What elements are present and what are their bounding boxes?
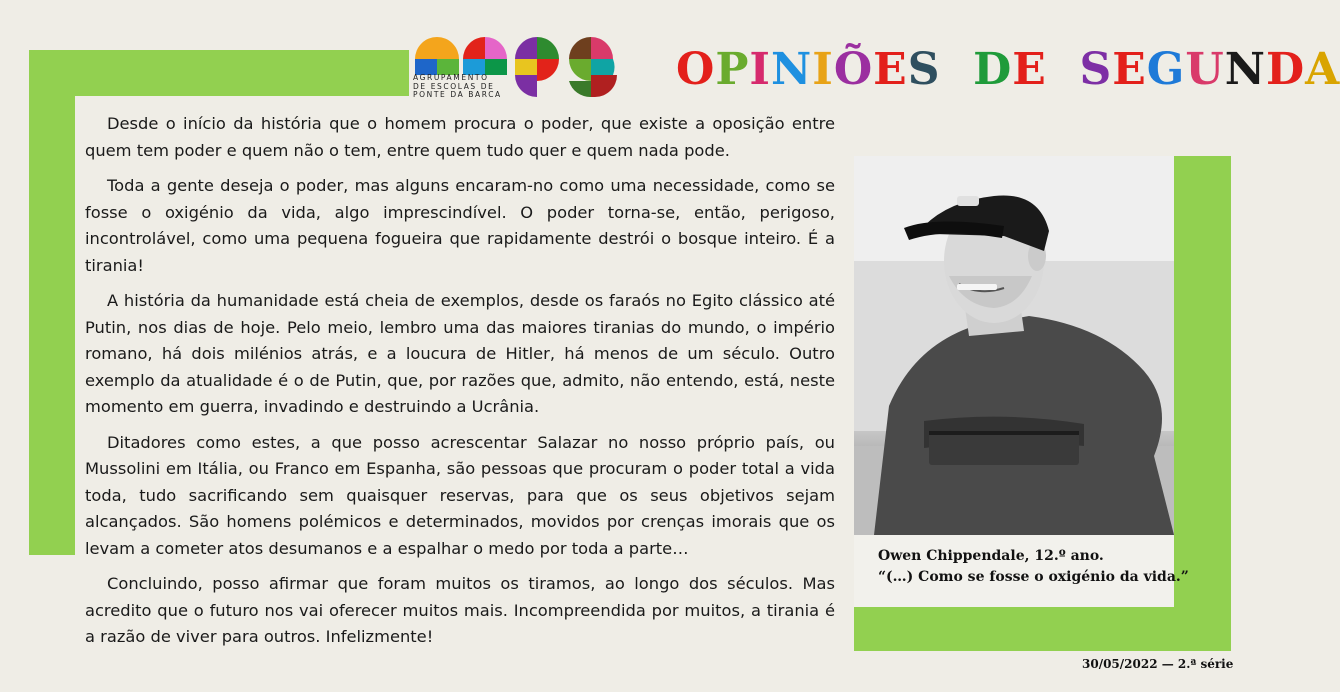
logo-text <box>413 74 513 100</box>
article-body <box>85 111 835 660</box>
title-letter: E <box>1112 44 1147 95</box>
article-paragraph: A história da humanidade está cheia de exemplos, desde os faraós no Egito clássico até Putin, nos dias de hoje. Pelo meio, lembro uma das maiores tiranias do mundo, o império romano, há dois milénios atrás, e a loucura de Hitler, há menos de um século. Outro exemplo da atualidade é o de Putin, que, por razões que, admito, não entendo, está, neste momento em guerra, invadindo e destruindo a Ucrânia. <box>85 291 835 416</box>
title-letter: A <box>1305 44 1340 95</box>
title-letter: S <box>907 44 941 95</box>
title-letter: D <box>973 44 1013 95</box>
title-letter: P <box>715 44 750 95</box>
title-letter: E <box>873 44 908 95</box>
student-photo <box>854 156 1174 535</box>
title-letter <box>940 44 973 95</box>
title-letter: I <box>812 44 834 95</box>
page-title <box>676 44 1340 95</box>
caption-quote: “(…) Como se fosse o oxigénio da vida.” <box>878 569 1189 585</box>
title-letter: O <box>676 44 716 95</box>
title-letter: Õ <box>833 44 874 95</box>
title-letter: G <box>1146 44 1186 95</box>
title-letter: U <box>1185 44 1225 95</box>
article-paragraph: Concluindo, posso afirmar que foram muitos os tiramos, ao longo dos séculos. Mas acredito que o futuro nos vai oferecer muitos mais. Incompreendida por muitos, a tirania é a razão de viver para outros. Infelizmente! <box>85 574 835 646</box>
logo-line-3: PONTE DA BARCA <box>413 90 502 99</box>
article-paragraph: Desde o início da história que o homem procura o poder, que existe a oposição entre quem tem poder e quem não o tem, entre quem tudo quer e quem nada pode. <box>85 114 835 160</box>
date-series: 30/05/2022 — 2.ª série <box>1082 657 1234 671</box>
title-letter: I <box>749 44 772 95</box>
green-frame-top <box>29 50 409 96</box>
title-letter: E <box>1012 44 1047 95</box>
article-paragraph: Toda a gente deseja o poder, mas alguns encaram-no como uma necessidade, como se fosse o oxigénio da vida, algo imprescindível. O poder torna-se, então, perigoso, incontrolável, como uma pequena fogueira que rapidamente destrói o bosque inteiro. É a tirania! <box>85 176 835 275</box>
title-letter <box>1047 44 1080 95</box>
article-paragraph: Ditadores como estes, a que posso acrescentar Salazar no nosso próprio país, ou Mussolini em Itália, ou Franco em Espanha, são pessoas que procuram o poder total a vida toda, tudo sacrificando sem quaisquer reservas, para que os seus objetivos sejam alcançados. São homens polémicos e determinados, movidos por crenças imorais que os levam a cometer atos desumanos e a espalhar o medo por toda a parte… <box>85 432 835 558</box>
title-letter: D <box>1265 44 1306 95</box>
title-letter: N <box>1224 44 1266 95</box>
logo-line-1: AGRUPAMENTO <box>413 73 489 82</box>
logo-line-2: DE ESCOLAS DE <box>413 81 495 91</box>
title-letter: N <box>771 44 813 95</box>
green-frame-left <box>29 50 75 555</box>
title-letter: S <box>1079 44 1113 95</box>
caption-author: Owen Chippendale, 12.º ano. <box>878 548 1104 564</box>
photo-caption <box>878 546 1189 588</box>
